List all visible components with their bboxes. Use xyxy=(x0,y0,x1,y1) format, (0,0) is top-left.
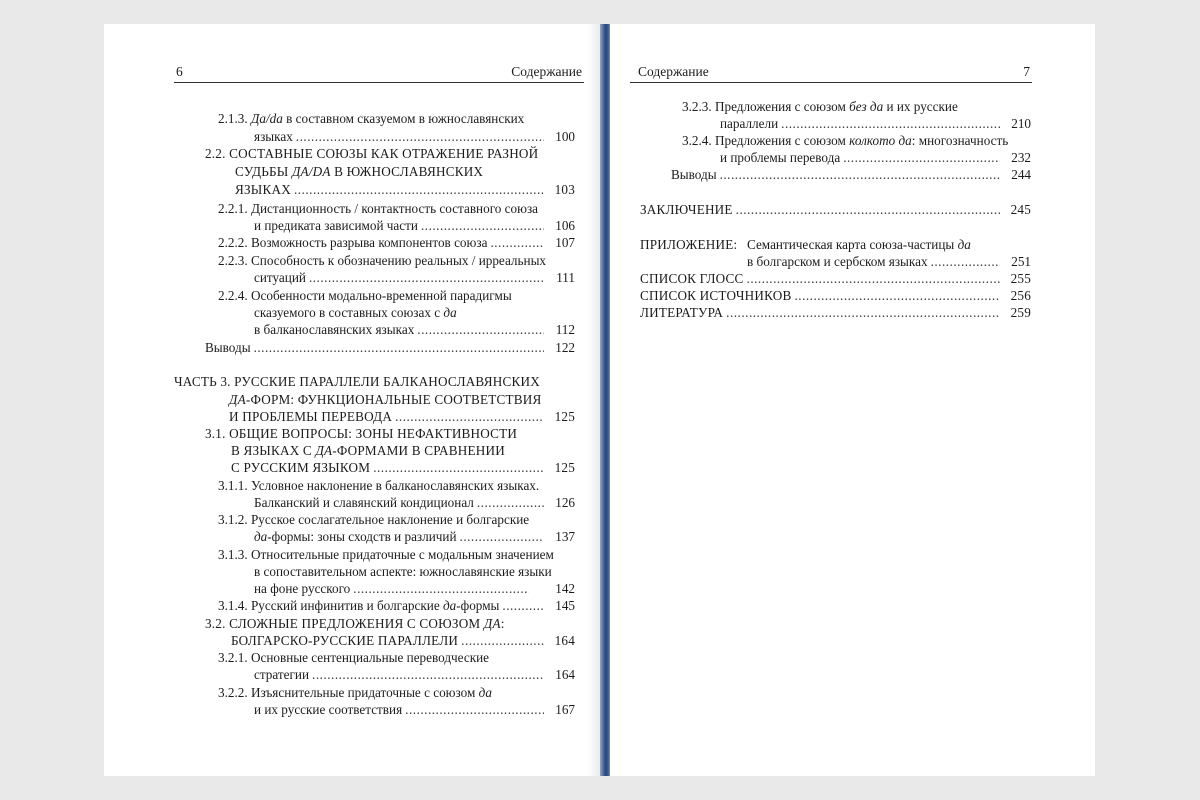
toc-line: 3.2.1. Основные сентенциальные переводческие xyxy=(218,650,490,665)
toc-line: 2.1.3. Да/da в составном сказуемом в южнославянских xyxy=(218,111,525,126)
page-ref: 112 xyxy=(555,322,575,337)
leader-dots xyxy=(794,287,1000,304)
toc-entry[interactable]: и проблемы перевода ..... 232 xyxy=(720,149,1031,166)
toc-line: 2.2. СОСТАВНЫЕ СОЮЗЫ КАК ОТРАЖЕНИЕ РАЗНОЙ xyxy=(205,146,539,161)
page-ref: 232 xyxy=(1011,150,1031,165)
toc-line: в сопоставительном аспекте: южнославянские языки xyxy=(254,564,552,579)
toc-line: 3.1.2. Русское сослагательное наклонение и болгарские xyxy=(218,512,530,527)
leader-dots xyxy=(353,580,529,597)
toc-line: СУДЬБЫ ДА/DA В ЮЖНОСЛАВЯНСКИХ xyxy=(235,164,484,179)
leader-dots xyxy=(502,597,544,614)
toc-line: 2.2.1. Дистанционность / контактность составного союза xyxy=(218,201,539,216)
toc-line: 2.2.3. Способность к обозначению реальных / ирреальных xyxy=(218,253,547,268)
toc-entry[interactable]: Выводы ..... 122 xyxy=(205,339,575,356)
page-ref: 210 xyxy=(1011,116,1031,131)
toc-line: 3.2. СЛОЖНЫЕ ПРЕДЛОЖЕНИЯ С СОЮЗОМ ДА: xyxy=(205,616,505,631)
leader-dots xyxy=(720,166,1000,183)
leader-dots xyxy=(296,128,544,145)
toc-line: ЧАСТЬ 3. РУССКИЕ ПАРАЛЛЕЛИ БАЛКАНОСЛАВЯНСКИХ xyxy=(174,374,540,389)
toc-entry[interactable]: БОЛГАРСКО-РУССКИЕ ПАРАЛЛЕЛИ ..... 164 xyxy=(231,632,575,649)
page-ref: 137 xyxy=(555,529,575,544)
leader-dots xyxy=(460,528,544,545)
toc-line: 3.1. ОБЩИЕ ВОПРОСЫ: ЗОНЫ НЕФАКТИВНОСТИ xyxy=(205,426,518,441)
page-ref: 126 xyxy=(555,495,575,510)
toc-entry[interactable]: Балканский и славянский кондиционал ..... 126 xyxy=(254,494,575,511)
page-ref: 103 xyxy=(554,182,575,197)
page-ref: 245 xyxy=(1010,202,1031,217)
page-ref: 255 xyxy=(1010,271,1031,286)
page-ref: 106 xyxy=(555,218,575,233)
page-ref: 125 xyxy=(554,409,575,424)
page-ref: 244 xyxy=(1011,167,1031,182)
toc-entry[interactable]: языках ..... 100 xyxy=(254,128,575,145)
page-ref: 256 xyxy=(1010,288,1031,303)
toc-entry[interactable]: и их русские соответствия ..... 167 xyxy=(254,701,575,718)
toc-entry[interactable]: в болгарском и сербском языках ..... 251 xyxy=(747,253,1031,270)
leader-dots xyxy=(490,234,544,251)
toc-line: 3.2.3. Предложения с союзом без да и их русские xyxy=(682,99,958,114)
leader-dots xyxy=(254,339,544,356)
leader-dots xyxy=(843,149,1000,166)
leader-dots xyxy=(294,181,544,198)
leader-dots xyxy=(477,494,544,511)
leader-dots xyxy=(312,666,544,683)
toc-entry[interactable]: ЛИТЕРАТУРА ..... 259 xyxy=(640,304,1031,321)
toc-line: ПРИЛОЖЕНИЕ: xyxy=(640,237,738,252)
toc-entry[interactable]: И ПРОБЛЕМЫ ПЕРЕВОДА ..... 125 xyxy=(229,408,575,425)
running-header: Содержание xyxy=(638,64,709,79)
toc-entry[interactable]: да-формы: зоны сходств и различий ..... 137 xyxy=(254,528,575,545)
toc-entry[interactable]: СПИСОК ИСТОЧНИКОВ ..... 256 xyxy=(640,287,1031,304)
page-ref: 125 xyxy=(554,460,575,475)
leader-dots xyxy=(373,459,544,476)
toc-entry[interactable]: на фоне русского ..... xyxy=(254,580,532,597)
leader-dots xyxy=(736,201,1000,218)
toc-entry[interactable]: и предиката зависимой части ..... 106 xyxy=(254,217,575,234)
toc-entry[interactable]: 3.1.4. Русский инфинитив и болгарские да-формы ..... 145 xyxy=(218,597,575,614)
toc-line: 3.2.2. Изъяснительные придаточные с союзом да xyxy=(218,685,492,700)
toc-entry[interactable]: СПИСОК ГЛОСС ..... 255 xyxy=(640,270,1031,287)
toc-entry[interactable]: Выводы ..... 244 xyxy=(671,166,1031,183)
page-ref: 259 xyxy=(1010,305,1031,320)
leader-dots xyxy=(726,304,1000,321)
left-page xyxy=(104,24,603,776)
page-ref: 164 xyxy=(554,633,575,648)
toc-entry[interactable]: в балканославянских языках ..... 112 xyxy=(254,321,575,338)
toc-entry[interactable]: ЯЗЫКАХ ..... 103 xyxy=(235,181,575,198)
leader-dots xyxy=(461,632,544,649)
page-ref: 251 xyxy=(1011,254,1031,269)
running-header: Содержание xyxy=(511,64,582,79)
page-ref: 107 xyxy=(555,235,575,250)
toc-line: В ЯЗЫКАХ С ДА-ФОРМАМИ В СРАВНЕНИИ xyxy=(231,443,505,458)
toc-line: 3.1.1. Условное наклонение в балканославянских языках. xyxy=(218,478,540,493)
leader-dots xyxy=(747,270,1000,287)
leader-dots xyxy=(417,321,544,338)
page-ref: 111 xyxy=(556,270,575,285)
toc-entry[interactable]: ЗАКЛЮЧЕНИЕ ..... 245 xyxy=(640,201,1031,218)
leader-dots xyxy=(405,701,544,718)
page-ref[interactable]: 142 xyxy=(555,581,575,596)
toc-line: ДА-ФОРМ: ФУНКЦИОНАЛЬНЫЕ СООТВЕТСТВИЯ xyxy=(229,392,542,407)
toc-line: 3.2.4. Предложения с союзом колкото да: многозначность xyxy=(682,133,1009,148)
page-number: 6 xyxy=(176,64,183,79)
toc-line: 2.2.4. Особенности модально-временной парадигмы xyxy=(218,288,512,303)
toc-entry[interactable]: параллели ..... 210 xyxy=(720,115,1031,132)
toc-entry[interactable]: ситуаций ..... 111 xyxy=(254,269,575,286)
page-ref: 122 xyxy=(555,340,575,355)
leader-dots xyxy=(931,253,1000,270)
toc-line: Семантическая карта союза-частицы да xyxy=(747,237,971,252)
leader-dots xyxy=(395,408,544,425)
leader-dots xyxy=(781,115,1000,132)
toc-right xyxy=(610,24,1095,776)
right-page xyxy=(610,24,1095,776)
page-number: 7 xyxy=(1023,64,1030,79)
page-ref: 145 xyxy=(555,598,575,613)
toc-line: сказуемого в составных союзах с да xyxy=(254,305,457,320)
page-ref: 100 xyxy=(555,129,575,144)
toc-line: 3.1.3. Относительные придаточные с модальным значением xyxy=(218,547,554,562)
leader-dots xyxy=(309,269,544,286)
leader-dots xyxy=(421,217,544,234)
toc-entry[interactable]: 2.2.2. Возможность разрыва компонентов союза ..... 107 xyxy=(218,234,575,251)
toc-entry[interactable]: С РУССКИМ ЯЗЫКОМ ..... 125 xyxy=(231,459,575,476)
page-ref: 164 xyxy=(555,667,575,682)
toc-left xyxy=(104,24,603,776)
toc-entry[interactable]: стратегии ..... 164 xyxy=(254,666,575,683)
page-ref: 167 xyxy=(555,702,575,717)
